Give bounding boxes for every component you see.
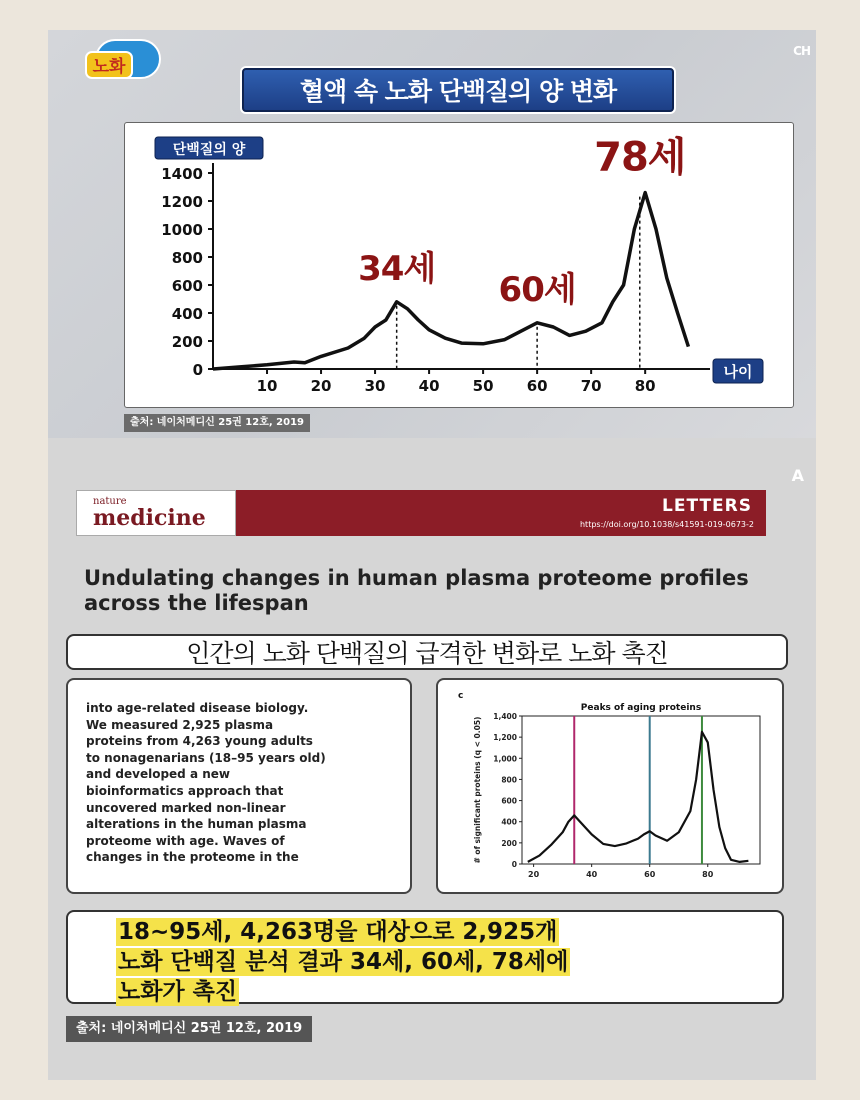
journal-logo: [76, 490, 236, 536]
peak-annotation: 34세: [358, 248, 436, 289]
source-caption-bottom: 출처: 네이처메디신 25권 12호, 2019: [66, 1016, 312, 1042]
y-tick-label: 200: [171, 333, 203, 351]
x-axis-label: 나이: [723, 363, 753, 381]
abstract-box: [66, 678, 412, 894]
mini-chart-title: Peaks of aging proteins: [580, 703, 702, 713]
mini-y-axis-label: # of significant proteins (q < 0.05): [473, 716, 482, 864]
y-tick-label: 1200: [161, 193, 203, 211]
summary-box: [66, 910, 784, 1004]
chart-title-text: 혈액 속 노화 단백질의 양 변화: [299, 77, 617, 106]
summary-line-1: 18~95세, 4,263명을 대상으로 2,925개: [118, 919, 558, 945]
mini-y-tick-label: 800: [501, 775, 517, 785]
logo-text: 노화: [92, 57, 126, 77]
mini-series-line: [528, 732, 749, 862]
mini-panel-label: c: [458, 691, 464, 701]
x-tick-label: 60: [526, 377, 548, 395]
peak-annotation: 78세: [594, 134, 686, 181]
source-caption-top: 출처: 네이처메디신 25권 12호, 2019: [124, 414, 310, 432]
abstract-text: into age-related disease biology. We measured 2,925 plasma proteins from 4,263 young adults to nonagenarians (18–95 years old) and developed a new bioinformatics approach that uncovered marked non-linear alterations in the human plasma proteome with age. Waves of changes in the proteome in the: [86, 701, 326, 865]
series-line: [213, 193, 688, 369]
journal-banner: [236, 490, 766, 536]
main-chart-svg: [125, 123, 793, 407]
y-tick-label: 1000: [161, 221, 203, 239]
doi-text: https://doi.org/10.1038/s41591-019-0673-2: [579, 520, 754, 529]
journal-small-text: nature: [93, 496, 127, 507]
screenshot-frame: [48, 30, 816, 1080]
y-tick-label: 400: [171, 305, 203, 323]
chart-title: [242, 68, 674, 112]
x-tick-label: 10: [256, 377, 278, 395]
x-tick-label: 70: [580, 377, 602, 395]
mini-y-tick-label: 200: [501, 838, 517, 848]
mini-x-tick-label: 20: [528, 870, 540, 879]
paper-title: Undulating changes in human plasma proteome profiles across the lifespan: [84, 566, 749, 615]
y-tick-label: 600: [171, 277, 203, 295]
letters-label: LETTERS: [662, 496, 752, 516]
summary-line-3: 노화가 촉진: [118, 979, 238, 1005]
korean-caption-text: 인간의 노화 단백질의 급격한 변화로 노화 촉진: [186, 639, 668, 668]
mini-y-tick-label: 400: [501, 817, 517, 827]
x-tick-label: 50: [472, 377, 494, 395]
mini-x-tick-label: 40: [586, 870, 598, 879]
x-tick-label: 80: [634, 377, 656, 395]
summary-line-2: 노화 단백질 분석 결과 34세, 60세, 78세에: [118, 949, 569, 975]
y-tick-label: 1400: [161, 165, 203, 183]
mini-chart-box: [436, 678, 784, 894]
show-logo-icon: [68, 36, 168, 82]
korean-caption: [66, 634, 788, 670]
journal-name: medicine: [93, 505, 206, 531]
paper-panel: [48, 438, 816, 1080]
mini-x-tick-label: 60: [644, 870, 656, 879]
x-tick-label: 30: [364, 377, 386, 395]
peak-annotation: 60세: [498, 269, 576, 310]
channel-mark-bottom: A: [791, 466, 804, 485]
broadcast-chart-panel: [48, 30, 816, 438]
mini-x-tick-label: 80: [702, 870, 714, 879]
y-axis-label: 단백질의 양: [172, 142, 246, 158]
main-chart: [124, 122, 794, 408]
x-tick-label: 40: [418, 377, 440, 395]
mini-y-tick-label: 1,000: [493, 754, 517, 764]
channel-mark: CH: [793, 44, 810, 58]
x-tick-label: 20: [310, 377, 332, 395]
y-tick-label: 800: [171, 249, 203, 267]
journal-header: [76, 490, 766, 536]
mini-y-tick-label: 1,200: [493, 733, 517, 743]
mini-y-tick-label: 600: [501, 796, 517, 806]
mini-y-tick-label: 1,400: [493, 712, 517, 721]
mini-chart-svg: [438, 680, 782, 892]
y-tick-label: 0: [192, 361, 203, 379]
mini-y-tick-label: 0: [511, 860, 517, 869]
